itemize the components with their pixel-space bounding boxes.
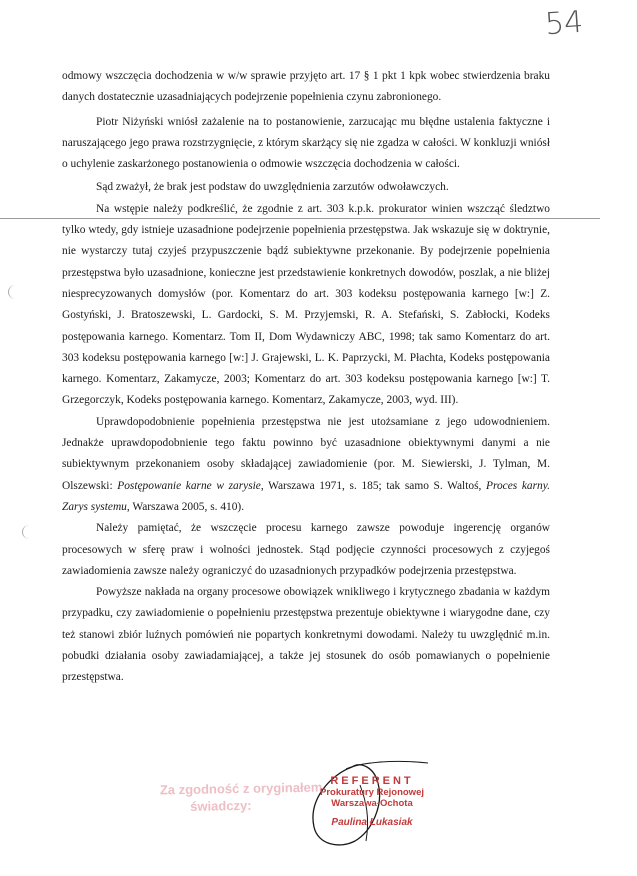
document-body [62, 66, 550, 689]
paragraph-text: , Warszawa 1971, s. 185; tak samo S. Waltoś, [260, 479, 486, 492]
paragraph: Należy pamiętać, że wszczęcie procesu karnego zawsze powoduje ingerencję organów procesowych w sferę praw i wolności jednostek. Stąd podjęcie czynności procesowych z czyjegoś zawiadomienia zawsze należy ograniczyć do uzasadnionych przypadków podejrzenia przestępstwa. [62, 522, 550, 577]
stamp-text: Paulina Łukasiak [331, 817, 413, 828]
paragraph [62, 412, 550, 518]
book-title: Postępowanie karne w zarysie [117, 479, 261, 492]
stamp-text: REFERENT [330, 775, 414, 787]
paragraph: Piotr Niżyński wniósł zażalenie na to postanowienie, zarzucając mu błędne ustalenia faktyczne i naruszającego jego prawa rozstrzygnięcie, z którym skarżący się nie zgadza w całości. W konkluzji wniósł o uchylenie zaskarżonego postanowienia o odmowie wszczęcia dochodzenia w całości. [62, 115, 550, 171]
paragraph-text: , Warszawa 2005, s. 410). [126, 500, 245, 513]
paragraph: Powyższe nakłada na organy procesowe obowiązek wnikliwego i krytycznego zbadania w każdym przypadku, czy zawiadomienie o popełnieniu przestępstwa prezentuje obiektywne i wiarygodne dane, czy też stanowi zbiór luźnych pomówień nie popartych konkretnymi dowodami. Należy tu uwzględnić m.in. pobudki działania osoby zawiadamiającej, a także jej stosunek do osób pomawianych o popełnienie przestępstwa. [62, 586, 550, 684]
paragraph: Sąd zważył, że brak jest podstaw do uwzględnienia zarzutów odwoławczych. [96, 181, 449, 194]
referent-stamp [312, 775, 432, 828]
margin-punch-mark [8, 285, 23, 299]
book-title: Proces karny. Zarys systemu [62, 479, 550, 513]
stamp-text: świadczy: [190, 797, 252, 814]
paragraph: odmowy wszczęcia dochodzenia w w/w sprawie przyjęto art. 17 § 1 pkt 1 kpk wobec stwierdzenia braku danych dostatecznie uzasadniających podejrzenie popełnienia czynu zabronionego. [62, 70, 550, 104]
paragraph: Na wstępie należy podkreślić, że zgodnie z art. 303 k.p.k. prokurator winien wszcząć śledztwo tylko wtedy, gdy istnieje uzasadnione podejrzenie popełnienia przestępstwa. Jak wskazuje się w doktrynie, nie wystarczy tutaj czyjeś przypuszczenie bądź subiektywne przekonanie. By podejrzenie popełnienia przestępstwa było uzasadnione, konieczne jest przedstawienie konkretnych dowodów, poszlak, a nie bliżej niesprecyzowanych domysłów (por. Komentarz do art. 303 kodeksu postępowania karnego [w:] Z. Gostyński, J. Bratoszewski, L. Gardocki, S. M. Przyjemski, R. A. Stefański, S. Zabłocki, Kodeks postępowania karnego. Komentarz. Tom II, Dom Wydawniczy ABC, 1998; tak samo Komentarz do art. 303 kodeksu postępowania karnego [w:] J. Grajewski, L. K. Paprzycki, M. Płachta, Kodeks postępowania karnego. Komentarz, Zakamycze, 2003; Komentarz do art. 303 kodeksu postępowania karnego [w:] T. Grzegorczyk, Kodeks postępowania karnego. Komentarz, Zakamycze, 2003, wyd. III). [62, 202, 550, 407]
certification-stamp [160, 779, 323, 816]
stamp-text: Prokuratury Rejonowej [320, 787, 424, 798]
page-number: 54 [543, 4, 585, 43]
stamp-text: Warszawa-Ochota [331, 798, 413, 809]
stamp-text: Za zgodność z oryginałem [159, 779, 323, 798]
paragraph-text: Uprawdopodobnienie popełnienia przestępstwa nie jest utożsamiane z jego udowodnieniem. Jednakże uprawdopodobnienie tego faktu powinno być uzasadnione obiektywnymi danymi a nie subiektywnym przekonaniem osoby składającej zawiadomienie (por. M. Siewierski, J. Tylman, M. Olszewski: [62, 415, 550, 492]
margin-punch-mark [22, 525, 37, 539]
